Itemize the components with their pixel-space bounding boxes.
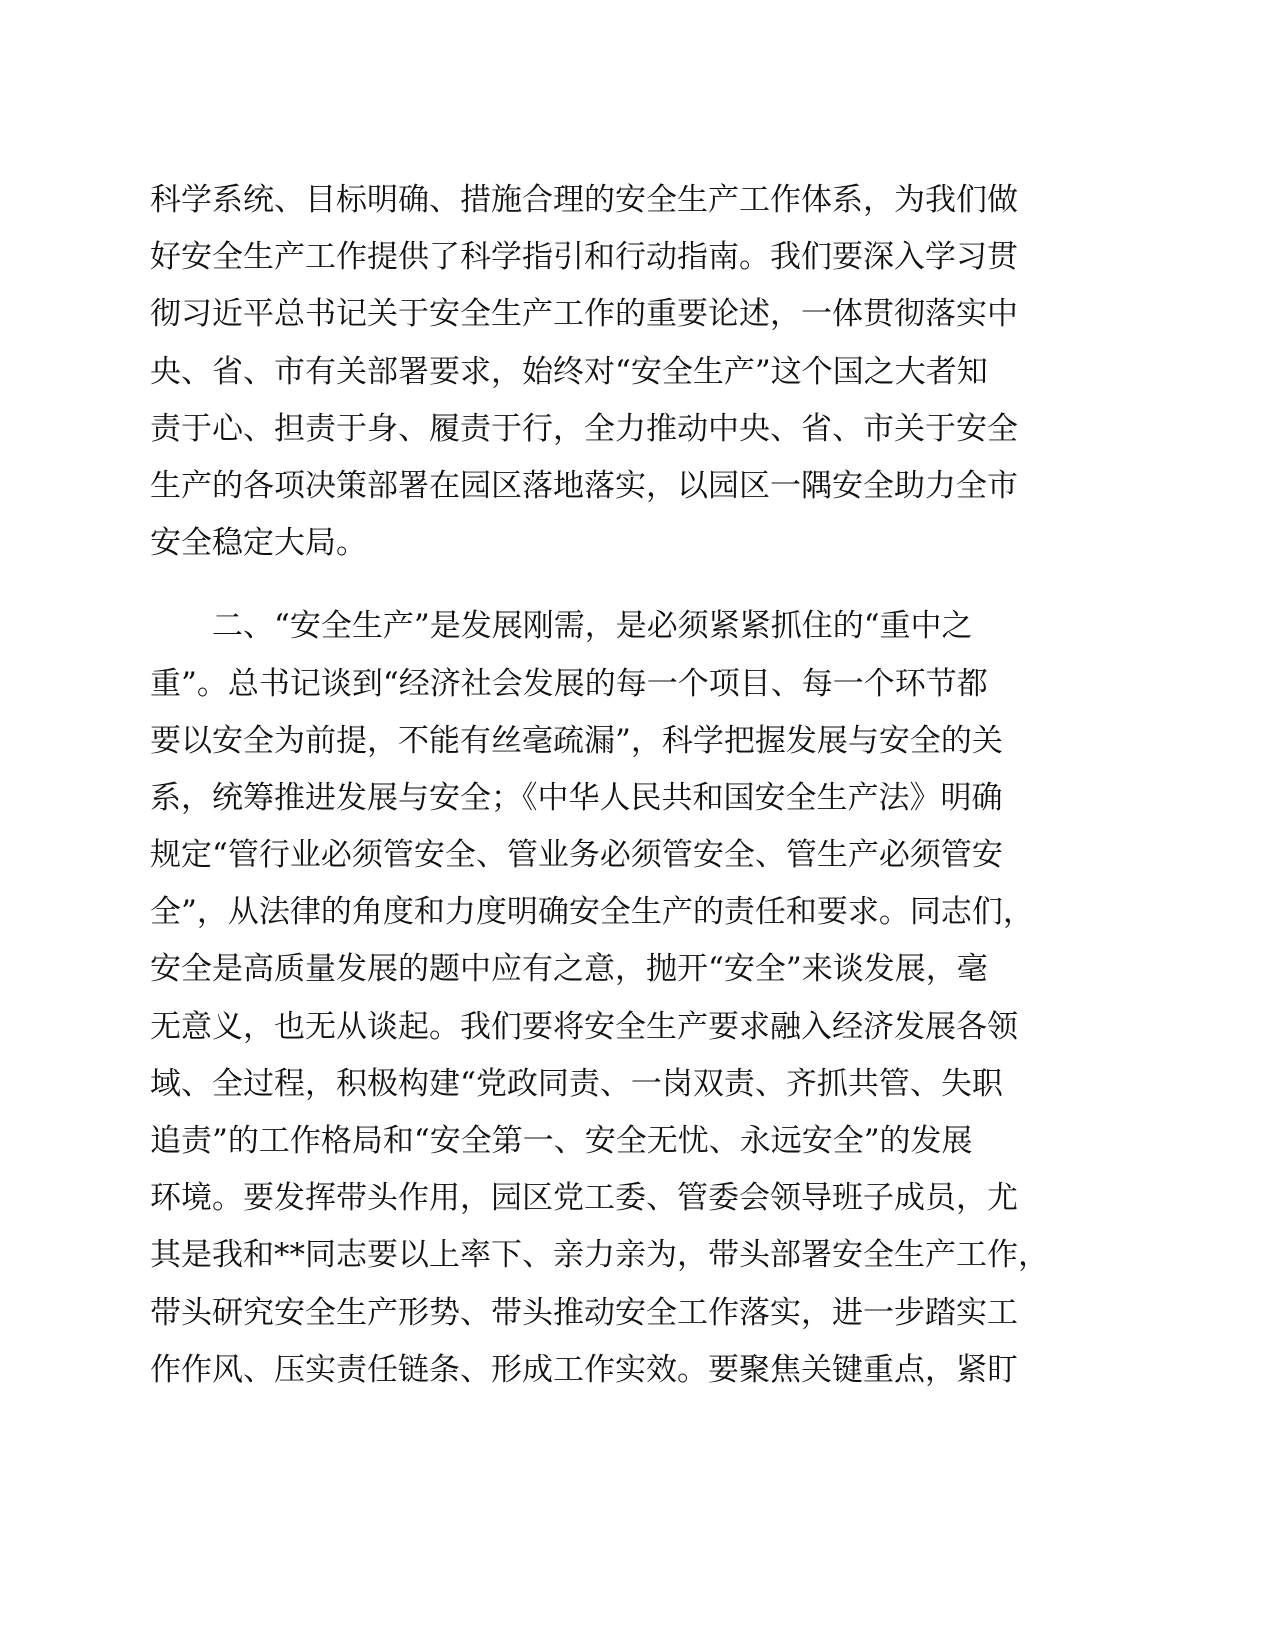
text-line: 科学系统、目标明确、措施合理的安全生产工作体系，为我们做 [150, 182, 1018, 218]
text-line: 安全是高质量发展的题中应有之意，抛开“安全”来谈发展，毫 [150, 951, 988, 988]
text-line: 带头研究安全生产形势、带头推动安全工作落实，进一步踏实工 [150, 1294, 1018, 1331]
paragraph [150, 172, 1070, 572]
paragraph-spacer [150, 572, 1070, 598]
text-line: 生产的各项决策部署在园区落地落实，以园区一隅安全助力全市 [150, 467, 1018, 504]
text-line: 要以安全为前提，不能有丝毫疏漏”，科学把握发展与安全的关 [150, 722, 1003, 759]
text-line: 环境。要发挥带头作用，园区党工委、管委会领导班子成员，尤 [150, 1180, 1018, 1217]
text-line: 彻习近平总书记关于安全生产工作的重要论述，一体贯彻落实中 [150, 296, 1018, 333]
text-line: 好安全生产工作提供了科学指引和行动指南。我们要深入学习贯 [150, 239, 1018, 276]
text-line: 规定“管行业必须管安全、管业务必须管安全、管生产必须管安 [150, 837, 1003, 874]
paragraph [150, 598, 1070, 1399]
text-line: 全”，从法律的角度和力度明确安全生产的责任和要求。同志们， [150, 894, 1034, 931]
text-line: 二、“安全生产”是发展刚需，是必须紧紧抓住的“重中之 [212, 608, 973, 645]
text-line: 其是我和**同志要以上率下、亲力亲为，带头部署安全生产工作， [150, 1237, 1049, 1274]
text-line: 责于心、担责于身、履责于行，全力推动中央、省、市关于安全 [150, 410, 1018, 447]
text-line: 重”。总书记谈到“经济社会发展的每一个项目、每一个环节都 [150, 665, 988, 702]
text-line: 域、全过程，积极构建“党政同责、一岗双责、齐抓共管、失职 [150, 1065, 1003, 1102]
text-line: 安全稳定大局。 [150, 525, 367, 562]
text-line: 央、省、市有关部署要求，始终对“安全生产”这个国之大者知 [150, 353, 988, 390]
text-line: 作作风、压实责任链条、形成工作实效。要聚焦关键重点，紧盯 [150, 1351, 1018, 1388]
text-line: 无意义，也无从谈起。我们要将安全生产要求融入经济发展各领 [150, 1008, 1018, 1045]
text-line: 系，统筹推进发展与安全；《中华人民共和国安全生产法》明确 [150, 779, 1003, 816]
text-line: 追责”的工作格局和“安全第一、安全无忧、永远安全”的发展 [150, 1123, 973, 1159]
document-body [150, 172, 1070, 1399]
